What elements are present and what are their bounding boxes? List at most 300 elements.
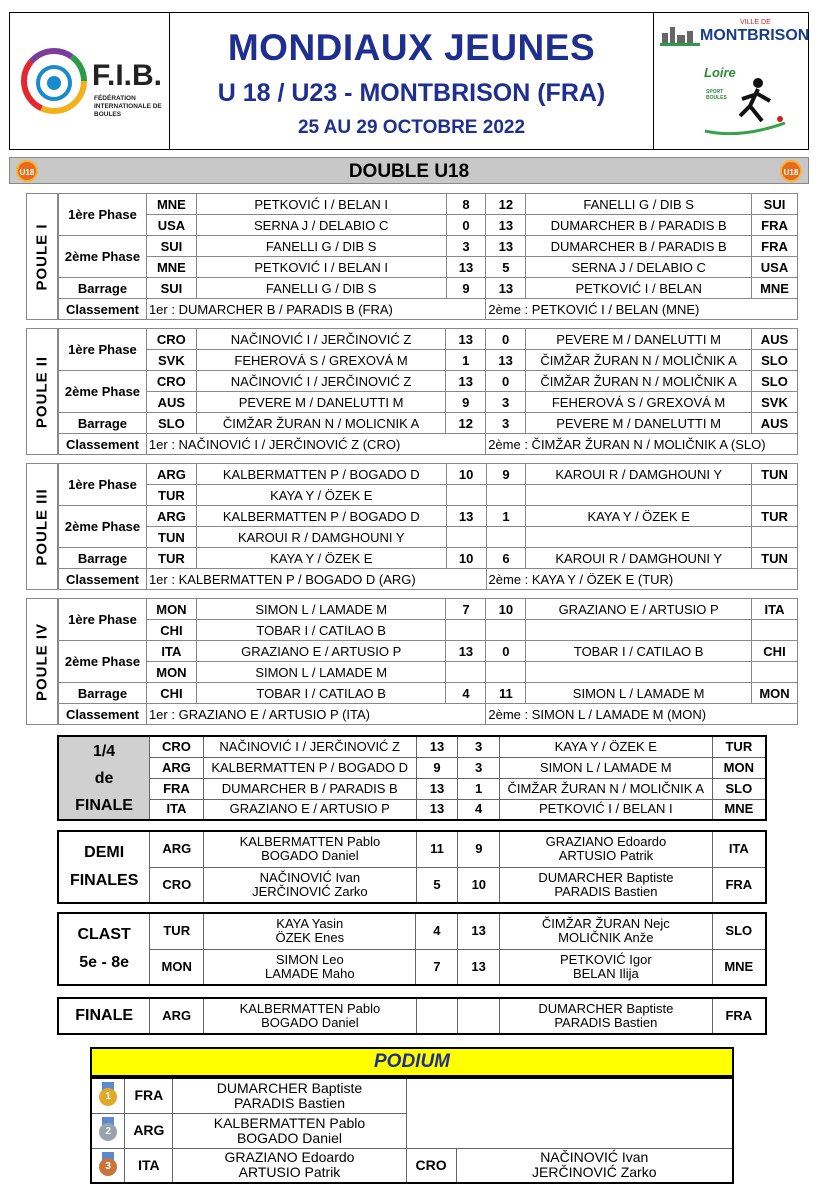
table-row xyxy=(59,329,798,350)
country-code: ITA xyxy=(752,599,798,620)
team-name xyxy=(173,1078,406,1113)
player-name: SIMON Leo xyxy=(275,951,344,967)
round-label-text: de xyxy=(94,769,114,787)
page-title: MONDIAUX JEUNES xyxy=(227,27,596,68)
round-label xyxy=(58,736,150,820)
team-name xyxy=(204,998,417,1034)
team-name: PETKOVIĆ I / BELAN xyxy=(526,278,752,299)
score: 9 xyxy=(458,831,500,867)
phase-label xyxy=(59,278,147,299)
score: 13 xyxy=(446,506,486,527)
team-name: FANELLI G / DIB S xyxy=(526,194,752,215)
team-name: DUMARCHER B / PARADIS B xyxy=(526,236,752,257)
player-name: PARADIS Bastien xyxy=(233,1094,345,1111)
score: 3 xyxy=(446,236,486,257)
phase-label xyxy=(59,548,147,569)
country-code: CHI xyxy=(752,641,798,662)
podium-table xyxy=(90,1077,734,1184)
score: 10 xyxy=(446,548,486,569)
medal-cell xyxy=(91,1113,125,1148)
montbrison-text: MONTBRISON xyxy=(700,27,810,44)
score xyxy=(486,527,526,548)
phase-label xyxy=(59,371,147,413)
score xyxy=(446,620,486,641)
team-name: DUMARCHER B / PARADIS B xyxy=(203,778,416,799)
phase-label-text: 2ème Phase xyxy=(64,384,141,399)
empty-cell xyxy=(406,1078,733,1148)
table-row xyxy=(59,350,798,371)
score xyxy=(458,998,500,1034)
phase-label-text: 1ère Phase xyxy=(68,612,137,627)
round-label xyxy=(58,913,150,985)
medal-number: 2 xyxy=(99,1123,117,1141)
score xyxy=(416,998,458,1034)
country-code: ARG xyxy=(146,506,196,527)
player-name: KALBERMATTEN Pablo xyxy=(213,1114,366,1131)
score: 3 xyxy=(458,757,500,778)
team-name: KAROUI R / DAMGHOUNI Y xyxy=(526,464,752,485)
team-name: GRAZIANO E / ARTUSIO P xyxy=(203,799,416,820)
country-code: ITA xyxy=(150,799,204,820)
player-name: ARTUSIO Patrik xyxy=(238,1164,341,1181)
table-row xyxy=(59,413,798,434)
team-name: SIMON L / LAMADE M xyxy=(526,683,752,704)
u18-badge-right: U18 xyxy=(780,160,802,182)
first-place: 1er : GRAZIANO E / ARTUSIO P (ITA) xyxy=(146,704,485,725)
country-code: MNE xyxy=(712,799,766,820)
team-name: SIMON L / LAMADE M xyxy=(196,599,446,620)
score: 0 xyxy=(486,641,526,662)
score xyxy=(446,662,486,683)
team-name: KALBERMATTEN P / BOGADO D xyxy=(203,757,416,778)
gold-medal-icon xyxy=(98,1082,118,1106)
medal-cell xyxy=(91,1078,125,1113)
classement-label-text: Classement xyxy=(65,436,139,452)
round-label xyxy=(58,831,150,903)
phase-label xyxy=(59,194,147,236)
fib-logo-cell xyxy=(10,13,170,149)
table-row xyxy=(58,778,766,799)
classement-label xyxy=(59,299,147,320)
phase-label-text: 1ère Phase xyxy=(68,207,137,222)
phase-label xyxy=(59,641,147,683)
team-name: FANELLI G / DIB S xyxy=(196,236,446,257)
score: 0 xyxy=(486,329,526,350)
team-name: NAČINOVIĆ I / JERČINOVIĆ Z xyxy=(196,329,446,350)
phase-label-text: 1ère Phase xyxy=(68,342,137,357)
country-code: ITA xyxy=(125,1148,173,1183)
country-code: ITA xyxy=(146,641,196,662)
team-name: PEVERE M / DANELUTTI M xyxy=(526,413,752,434)
country-code: MON xyxy=(150,949,204,985)
medal-number: 3 xyxy=(99,1158,117,1176)
country-code: FRA xyxy=(125,1078,173,1113)
score: 4 xyxy=(446,683,486,704)
medal-cell xyxy=(91,1148,125,1183)
team-name: KALBERMATTEN P / BOGADO D xyxy=(196,506,446,527)
header-box xyxy=(9,12,809,150)
country-code: AUS xyxy=(752,329,798,350)
bronze-medal-icon xyxy=(98,1152,118,1176)
player-name: LAMADE Maho xyxy=(264,965,355,981)
table-row xyxy=(59,194,798,215)
country-code xyxy=(752,485,798,506)
classement-row xyxy=(59,569,798,590)
team-name: SERNA J / DELABIO C xyxy=(196,215,446,236)
country-code: SVK xyxy=(752,392,798,413)
score: 9 xyxy=(446,278,486,299)
table-row xyxy=(59,236,798,257)
score: 13 xyxy=(486,350,526,371)
table-row xyxy=(58,799,766,820)
team-name: PEVERE M / DANELUTTI M xyxy=(526,329,752,350)
second-place: 2ème : SIMON L / LAMADE M (MON) xyxy=(486,704,798,725)
team-name: KAYA Y / ÖZEK E xyxy=(196,485,446,506)
score: 13 xyxy=(446,329,486,350)
player-name: DUMARCHER Baptiste xyxy=(538,1001,674,1016)
score: 13 xyxy=(486,215,526,236)
page-subtitle: U 18 / U23 - MONTBRISON (FRA) xyxy=(217,79,606,107)
fib-logo-text: F.I.B. xyxy=(92,59,163,92)
country-code: SUI xyxy=(146,236,196,257)
country-code: MON xyxy=(146,599,196,620)
score: 7 xyxy=(416,949,458,985)
score: 13 xyxy=(458,949,500,985)
pool-label-text: POULE III xyxy=(33,487,51,566)
team-name xyxy=(500,867,712,903)
quarter-final-table xyxy=(57,735,767,821)
phase-label-text: Barrage xyxy=(77,280,128,296)
phase-label-text: 2ème Phase xyxy=(64,249,141,264)
phase-label-text: 2ème Phase xyxy=(64,654,141,669)
team-name: PETKOVIĆ I / BELAN I xyxy=(196,257,446,278)
country-code: FRA xyxy=(752,215,798,236)
pool-table xyxy=(58,328,798,455)
country-code: SLO xyxy=(146,413,196,434)
phase-label xyxy=(59,236,147,278)
score xyxy=(486,620,526,641)
phase-label xyxy=(59,413,147,434)
title-cell xyxy=(170,13,654,149)
round-label-text: 5e - 8e xyxy=(79,954,130,971)
team-name: DUMARCHER B / PARADIS B xyxy=(526,215,752,236)
table-row xyxy=(58,831,766,867)
country-code: MON xyxy=(712,757,766,778)
player-name: PARADIS Bastien xyxy=(554,1015,658,1030)
first-place: 1er : KALBERMATTEN P / BOGADO D (ARG) xyxy=(146,569,486,590)
phase-label-text: Barrage xyxy=(77,550,128,566)
classement-label xyxy=(59,569,147,590)
team-name xyxy=(500,949,713,985)
team-name: NAČINOVIĆ I / JERČINOVIĆ Z xyxy=(203,736,416,757)
team-name: TOBAR I / CATILAO B xyxy=(196,620,446,641)
country-code xyxy=(752,662,798,683)
score: 4 xyxy=(416,913,458,949)
table-row xyxy=(59,683,798,704)
score: 9 xyxy=(446,392,486,413)
score: 5 xyxy=(416,867,458,903)
player-name: BOGADO Daniel xyxy=(261,848,359,864)
country-code: ARG xyxy=(150,831,204,867)
country-code: FRA xyxy=(712,998,766,1034)
section-title: DOUBLE U18 xyxy=(348,161,470,182)
table-row xyxy=(59,485,798,506)
player-name: BOGADO Daniel xyxy=(261,1015,359,1030)
team-name: ČIMŽAR ŽURAN N / MOLICNIK A xyxy=(196,413,446,434)
podium-row xyxy=(91,1148,733,1183)
score: 3 xyxy=(486,392,526,413)
team-name: GRAZIANO E / ARTUSIO P xyxy=(526,599,752,620)
team-name xyxy=(173,1113,406,1148)
player-name: ÖZEK Enes xyxy=(275,930,345,946)
phase-label xyxy=(59,683,147,704)
page-dates: 25 AU 29 OCTOBRE 2022 xyxy=(297,117,526,138)
country-code: CRO xyxy=(150,867,204,903)
player-name: ARTUSIO Patrik xyxy=(558,848,654,864)
table-row xyxy=(58,736,766,757)
pool-label-text: POULE IV xyxy=(33,622,51,701)
country-code: USA xyxy=(146,215,196,236)
pool-label-text: POULE I xyxy=(33,222,51,291)
podium-title: PODIUM xyxy=(90,1047,734,1077)
team-name: KAROUI R / DAMGHOUNI Y xyxy=(526,548,752,569)
score xyxy=(486,485,526,506)
player-name: KAYA Yasin xyxy=(276,916,344,932)
country-code: ARG xyxy=(150,757,204,778)
country-code: SLO xyxy=(712,913,766,949)
score: 6 xyxy=(486,548,526,569)
team-name: PEVERE M / DANELUTTI M xyxy=(196,392,446,413)
round-label-text: FINALES xyxy=(69,872,139,889)
phase-label-text: Barrage xyxy=(77,685,128,701)
score xyxy=(486,662,526,683)
score: 13 xyxy=(416,778,458,799)
country-code: TUR xyxy=(712,736,766,757)
table-row xyxy=(58,757,766,778)
pool-label xyxy=(26,328,58,455)
team-name: PETKOVIĆ I / BELAN I xyxy=(196,194,446,215)
classement-label xyxy=(59,704,147,725)
score: 13 xyxy=(446,371,486,392)
pool-label xyxy=(26,193,58,320)
second-place: 2ème : PETKOVIĆ I / BELAN (MNE) xyxy=(486,299,798,320)
phase-label-text: 1ère Phase xyxy=(68,477,137,492)
score: 10 xyxy=(458,867,500,903)
score: 13 xyxy=(486,278,526,299)
country-code: AUS xyxy=(752,413,798,434)
country-code: USA xyxy=(752,257,798,278)
country-code: MON xyxy=(752,683,798,704)
score: 9 xyxy=(416,757,458,778)
score: 12 xyxy=(446,413,486,434)
phase-label xyxy=(59,599,147,641)
score: 0 xyxy=(446,215,486,236)
pool-label-text: POULE II xyxy=(33,355,51,428)
team-name xyxy=(204,949,416,985)
team-name: SERNA J / DELABIO C xyxy=(526,257,752,278)
country-code: MON xyxy=(146,662,196,683)
score: 11 xyxy=(486,683,526,704)
team-name: FEHEROVÁ S / GREXOVÁ M xyxy=(196,350,446,371)
country-code: TUR xyxy=(150,913,204,949)
table-row xyxy=(59,215,798,236)
country-code: CRO xyxy=(146,371,196,392)
medal-number: 1 xyxy=(99,1088,117,1106)
player-name: BELAN Ilija xyxy=(572,965,639,981)
score: 7 xyxy=(446,599,486,620)
final-table xyxy=(57,997,767,1035)
team-name: SIMON L / LAMADE M xyxy=(196,662,446,683)
table-row xyxy=(59,641,798,662)
player-name: GRAZIANO Edoardo xyxy=(224,1149,355,1166)
country-code xyxy=(752,620,798,641)
player-name: NAČINOVIĆ Ivan xyxy=(259,869,361,885)
country-code: TUN xyxy=(146,527,196,548)
phase-label xyxy=(59,506,147,548)
team-name: KAYA Y / ÖZEK E xyxy=(196,548,446,569)
team-name xyxy=(204,831,416,867)
table-row xyxy=(59,278,798,299)
player-name: NAČINOVIĆ Ivan xyxy=(540,1149,649,1166)
table-row xyxy=(59,464,798,485)
player-name: MOLIČNIK Anže xyxy=(558,930,654,946)
team-name: FEHEROVÁ S / GREXOVÁ M xyxy=(526,392,752,413)
phase-label-text: 2ème Phase xyxy=(64,519,141,534)
team-name: KAYA Y / ÖZEK E xyxy=(499,736,712,757)
second-place: 2ème : ČIMŽAR ŽURAN N / MOLIČNIK A (SLO) xyxy=(486,434,798,455)
score: 13 xyxy=(446,641,486,662)
country-code: TUR xyxy=(752,506,798,527)
montbrison-logo xyxy=(660,19,810,49)
table-row xyxy=(59,620,798,641)
country-code: TUR xyxy=(146,485,196,506)
team-name: TOBAR I / CATILAO B xyxy=(526,641,752,662)
sport-boules-text: SPORT BOULES xyxy=(706,89,727,101)
semi-final-table xyxy=(57,830,767,904)
classification-table xyxy=(57,912,767,986)
u18-badge-left: U18 xyxy=(16,160,38,182)
loire-logo xyxy=(700,61,790,141)
city-skyline-icon xyxy=(660,23,700,47)
score: 12 xyxy=(486,194,526,215)
player-name: PETKOVIĆ Igor xyxy=(559,951,652,967)
table-row xyxy=(58,998,766,1034)
score: 8 xyxy=(446,194,486,215)
score: 13 xyxy=(416,736,458,757)
score: 13 xyxy=(446,257,486,278)
table-row xyxy=(59,548,798,569)
country-code: MNE xyxy=(146,257,196,278)
country-code: TUN xyxy=(752,548,798,569)
country-code: TUN xyxy=(752,464,798,485)
classement-label xyxy=(59,434,147,455)
score: 4 xyxy=(458,799,500,820)
team-name: TOBAR I / CATILAO B xyxy=(196,683,446,704)
silver-medal-icon xyxy=(98,1117,118,1141)
first-place: 1er : NAČINOVIĆ I / JERČINOVIĆ Z (CRO) xyxy=(146,434,485,455)
player-name: JERČINOVIĆ Zarko xyxy=(252,883,368,899)
country-code: SLO xyxy=(752,371,798,392)
section-title-bar xyxy=(9,157,809,184)
score: 13 xyxy=(486,236,526,257)
country-code: SUI xyxy=(146,278,196,299)
montbrison-logo-cell xyxy=(654,13,809,149)
phase-label-text: Barrage xyxy=(77,415,128,431)
country-code: CRO xyxy=(406,1148,456,1183)
score: 10 xyxy=(486,599,526,620)
team-name xyxy=(173,1148,406,1183)
team-name xyxy=(204,867,416,903)
team-name xyxy=(500,831,712,867)
score: 9 xyxy=(486,464,526,485)
round-label-text: 1/4 xyxy=(92,742,116,760)
country-code: SLO xyxy=(752,350,798,371)
country-code: SLO xyxy=(712,778,766,799)
country-code: ARG xyxy=(146,464,196,485)
team-name: SIMON L / LAMADE M xyxy=(499,757,712,778)
team-name: PETKOVIĆ I / BELAN I xyxy=(499,799,712,820)
podium-row xyxy=(91,1078,733,1113)
score: 0 xyxy=(486,371,526,392)
score: 3 xyxy=(486,413,526,434)
classement-row xyxy=(59,704,798,725)
team-name xyxy=(500,998,712,1034)
round-label-text: FINALE xyxy=(75,796,133,814)
team-name xyxy=(204,913,416,949)
team-name: NAČINOVIĆ I / JERČINOVIĆ Z xyxy=(196,371,446,392)
round-label xyxy=(58,998,150,1034)
phase-label xyxy=(59,464,147,506)
classement-row xyxy=(59,299,798,320)
table-row xyxy=(59,257,798,278)
second-place: 2ème : KAYA Y / ÖZEK E (TUR) xyxy=(486,569,797,590)
table-row xyxy=(59,392,798,413)
team-name: ČIMŽAR ŽURAN N / MOLIČNIK A xyxy=(526,350,752,371)
table-row xyxy=(59,527,798,548)
table-row xyxy=(59,371,798,392)
country-code: FRA xyxy=(752,236,798,257)
table-row xyxy=(59,662,798,683)
score: 10 xyxy=(446,464,486,485)
country-code: SUI xyxy=(752,194,798,215)
team-name xyxy=(526,662,752,683)
team-name xyxy=(500,913,713,949)
team-name xyxy=(526,485,752,506)
country-code: CHI xyxy=(146,683,196,704)
table-row xyxy=(59,599,798,620)
table-row xyxy=(58,949,766,985)
player-name: DUMARCHER Baptiste xyxy=(538,869,674,885)
team-name: FANELLI G / DIB S xyxy=(196,278,446,299)
fib-emblem-icon xyxy=(20,41,90,121)
pool-table xyxy=(58,463,798,590)
score: 3 xyxy=(458,736,500,757)
score: 13 xyxy=(458,913,500,949)
table-row xyxy=(59,506,798,527)
team-name: KAYA Y / ÖZEK E xyxy=(526,506,752,527)
score: 13 xyxy=(416,799,458,820)
country-code: CRO xyxy=(150,736,204,757)
ville-de-text: VILLE DE xyxy=(740,19,771,26)
phase-label xyxy=(59,329,147,371)
team-name: KALBERMATTEN P / BOGADO D xyxy=(196,464,446,485)
round-label-text: FINALE xyxy=(75,1007,134,1024)
classement-label-text: Classement xyxy=(65,706,139,722)
score xyxy=(446,527,486,548)
player-name: KALBERMATTEN Pablo xyxy=(239,1001,381,1016)
country-code: ARG xyxy=(125,1113,173,1148)
country-code: MNE xyxy=(712,949,766,985)
